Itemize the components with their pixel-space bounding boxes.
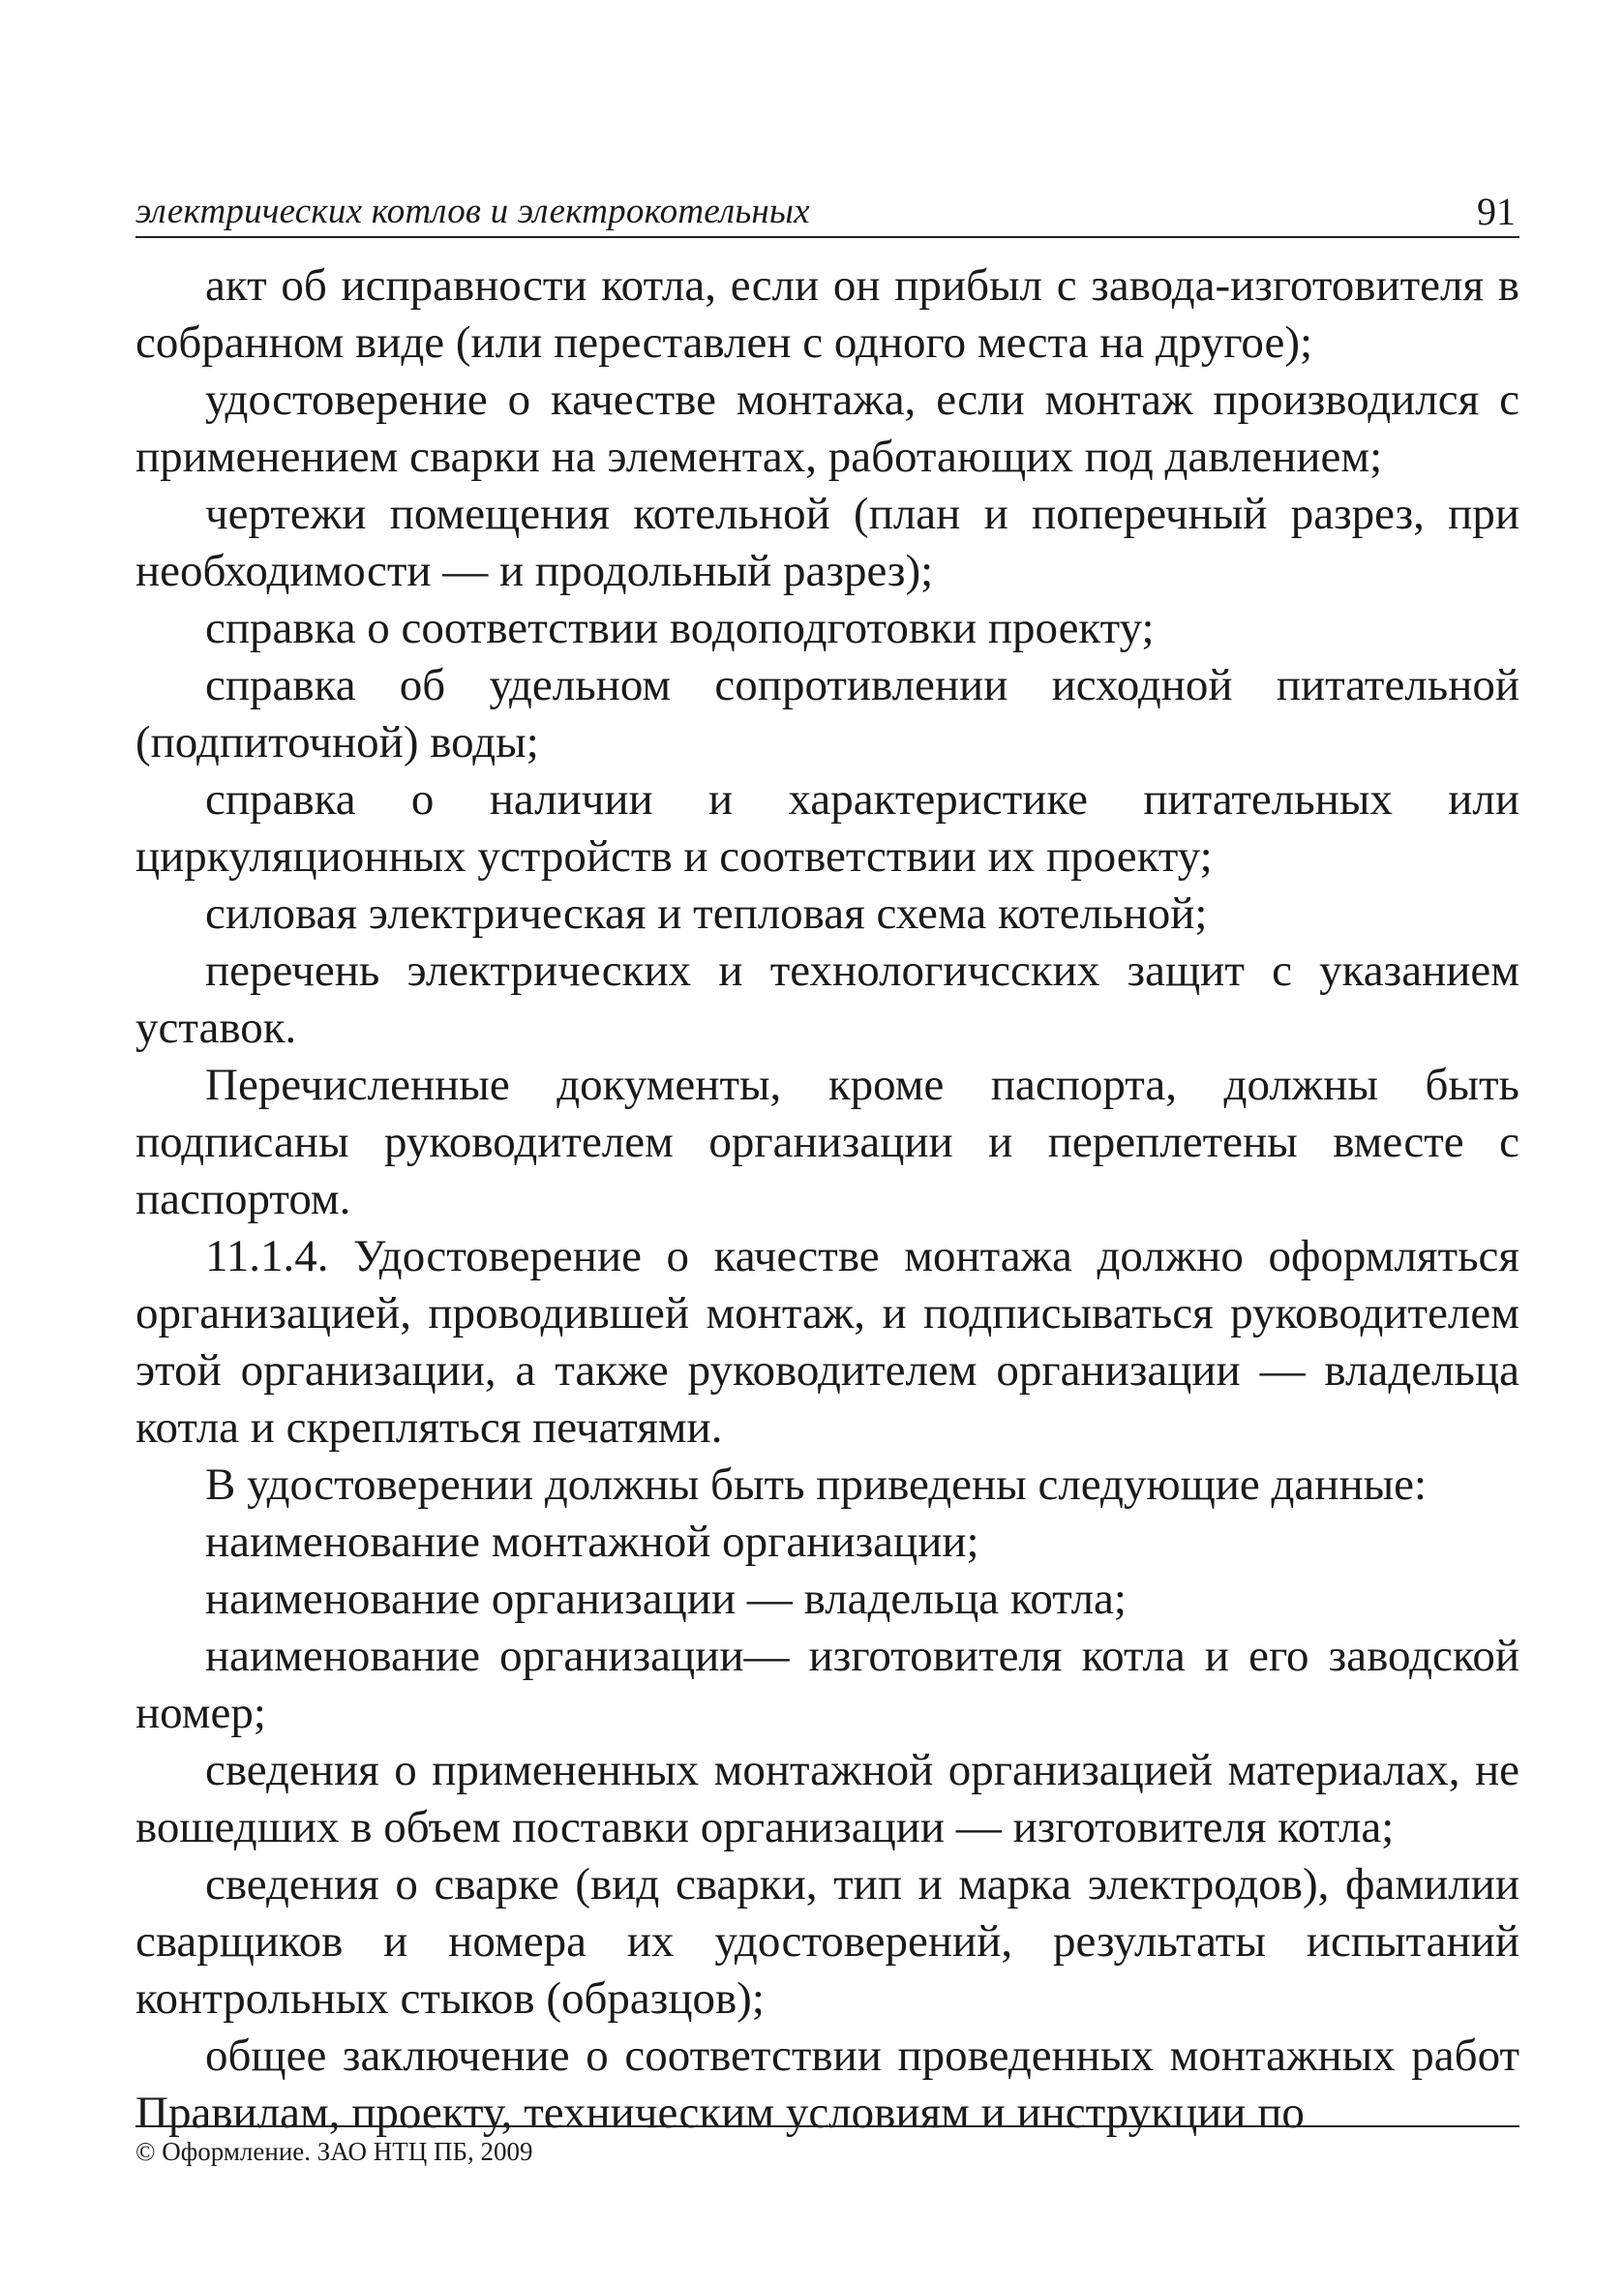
paragraph: чертежи помещения котельной (план и поперечный разрез, при необходимости — и продольный разрез); (135, 489, 1519, 596)
paragraph: наименование монтажной организации; (205, 1517, 979, 1567)
page-number: 91 (1477, 190, 1516, 233)
paragraph: наименование организации — владельца котла; (205, 1574, 1127, 1624)
copyright-notice: © Оформление. ЗАО НТЦ ПБ, 2009 (135, 2137, 533, 2166)
paragraph: 11.1.4. Удостоверение о качестве монтажа должно оформляться организацией, проводившей монтаж, и подписываться руководителем этой организации, а также руководителем организации — владельца котла и скрепляться печатями. (135, 1231, 1519, 1453)
paragraph: справка о наличии и характеристике питательных или циркуляционных устройств и соответствии их проекту; (135, 774, 1519, 882)
paragraph: общее заключение о соответствии проведенных монтажных работ Правилам, проекту, техническим условиям и инструкции по (135, 2030, 1519, 2138)
paragraph: перечень электрических и технологичсских защит с указанием уставок. (135, 946, 1519, 1053)
paragraph: Перечисленные документы, кроме паспорта, должны быть подписаны руководителем организации и переплетены вместе с паспортом. (135, 1060, 1519, 1224)
paragraph: силовая электрическая и тепловая схема котельной; (205, 888, 1208, 939)
body-text (135, 257, 1519, 2142)
running-title: электрических котлов и электрокотельных (135, 192, 810, 231)
paragraph: В удостоверении должны быть приведены следующие данные: (205, 1459, 1428, 1510)
paragraph: сведения о сварке (вид сварки, тип и марка электродов), фамилии сварщиков и номера их удостоверений, результаты испытаний контрольных стыков (образцов); (135, 1859, 1519, 2024)
paragraph: акт об исправности котла, если он прибыл с завода-изготовителя в собранном виде (или переставлен с одного места на другое); (135, 260, 1519, 368)
paragraph: справка о соответствии водоподготовки проекту; (205, 603, 1155, 653)
paragraph: удостоверение о качестве монтажа, если монтаж производился с применением сварки на элементах, работающих под давлением; (135, 375, 1519, 482)
paragraph: справка об удельном сопротивлении исходной питательной (подпиточной) воды; (135, 660, 1519, 767)
page-footer (135, 2125, 1519, 2167)
book-page (135, 190, 1519, 2142)
paragraph: сведения о примененных монтажной организацией материалах, не вошедших в объем поставки организации — изготовителя котла; (135, 1745, 1519, 1852)
running-header (135, 190, 1519, 238)
paragraph: наименование организации— изготовителя котла и его заводской номер; (135, 1631, 1519, 1738)
